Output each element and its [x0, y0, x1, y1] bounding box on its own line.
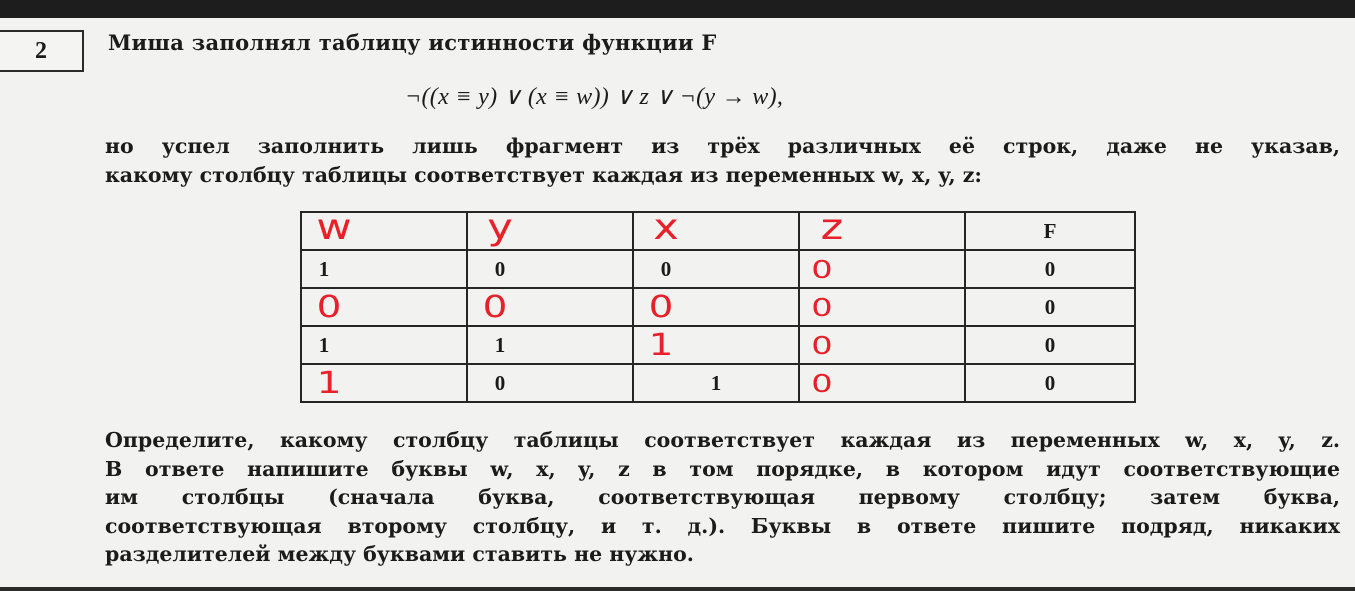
cell-value: 0 — [494, 370, 506, 395]
video-bottom-bar — [0, 587, 1355, 591]
table-cell — [467, 326, 633, 364]
header-cell-1 — [301, 206, 467, 250]
table-cell — [301, 250, 467, 288]
table-cell — [301, 364, 467, 402]
table-row — [301, 326, 1135, 364]
cell-value: 1 — [318, 256, 330, 281]
handwritten-label-w: w — [316, 206, 352, 248]
cell-value: 1 — [494, 332, 506, 357]
cell-value: 0 — [1044, 294, 1056, 319]
table-cell — [633, 288, 799, 326]
table-cell — [301, 288, 467, 326]
task-paragraph-2 — [105, 426, 1340, 569]
header-cell-3 — [633, 206, 799, 250]
table-cell — [467, 250, 633, 288]
paragraph-2-line-1: Определите, какому столбцу таблицы соответствует каждая из переменных w, x, y, z. — [105, 428, 1340, 452]
handwritten-label-x: x — [653, 206, 679, 248]
table-row — [301, 288, 1135, 326]
handwritten-value: 0 — [811, 292, 833, 322]
table-cell — [633, 364, 799, 402]
cell-value: 1 — [318, 332, 330, 357]
video-top-bar — [0, 0, 1355, 18]
table-cell — [301, 326, 467, 364]
table-cell — [799, 326, 965, 364]
paragraph-2-line-4: соответствующая второму столбцу, и т. д.). Буквы в ответе пишите подряд, никаких — [105, 513, 1340, 538]
task-number-box — [0, 30, 84, 72]
header-cell-2 — [467, 206, 633, 250]
handwritten-value: 0 — [648, 289, 674, 325]
table-cell-f — [965, 364, 1135, 402]
table-cell — [633, 250, 799, 288]
table-cell-f — [965, 250, 1135, 288]
handwritten-label-z: z — [820, 206, 844, 248]
table-cell — [467, 288, 633, 326]
table-row — [301, 250, 1135, 288]
table-cell — [467, 364, 633, 402]
table-cell — [799, 250, 965, 288]
handwritten-value: 0 — [482, 289, 508, 325]
paragraph-1-line-2: какому столбцу таблицы соответствует каждая из переменных w, x, y, z: — [105, 163, 982, 187]
header-cell-4 — [799, 206, 965, 250]
table-cell — [633, 326, 799, 364]
cell-value: 0 — [1044, 370, 1056, 395]
paragraph-1-line-1: но успел заполнить лишь фрагмент из трёх различных её строк, даже не указав, — [105, 134, 1340, 158]
cell-value: 0 — [1044, 332, 1056, 357]
cell-value: 0 — [660, 256, 672, 281]
cell-value: 1 — [710, 370, 722, 395]
handwritten-value: 0 — [316, 289, 342, 325]
paragraph-2-line-5: разделителей между буквами ставить не нужно. — [105, 542, 694, 566]
handwritten-value: 1 — [316, 365, 342, 401]
handwritten-value: 0 — [811, 330, 833, 360]
cell-value: 0 — [494, 256, 506, 281]
task-formula: ¬((x ≡ y) ∨ (x ≡ w)) ∨ z ∨ ¬(y → w), — [405, 84, 784, 110]
paragraph-2-line-3: им столбцы (сначала буква, соответствующая первому столбцу; затем буква, — [105, 485, 1340, 509]
table-cell — [799, 364, 965, 402]
handwritten-value: 0 — [811, 254, 833, 284]
task-number: 2 — [35, 37, 47, 64]
table-header-row — [301, 212, 1135, 250]
handwritten-label-y: y — [487, 206, 513, 248]
table-cell-f — [965, 326, 1135, 364]
table-row — [301, 364, 1135, 402]
truth-table — [300, 206, 1136, 403]
handwritten-value: 1 — [648, 327, 674, 363]
task-intro: Миша заполнял таблицу истинности функции F — [108, 30, 717, 55]
paragraph-2-line-2: В ответе напишите буквы w, x, y, z в том порядке, в котором идут соответствующие — [105, 456, 1340, 481]
cell-value: 0 — [1044, 256, 1056, 281]
header-cell-f — [965, 212, 1135, 250]
table-cell-f — [965, 288, 1135, 326]
header-f-label: F — [1043, 218, 1057, 243]
handwritten-value: 0 — [811, 368, 833, 398]
table-cell — [799, 288, 965, 326]
task-paragraph-1 — [105, 132, 1340, 190]
